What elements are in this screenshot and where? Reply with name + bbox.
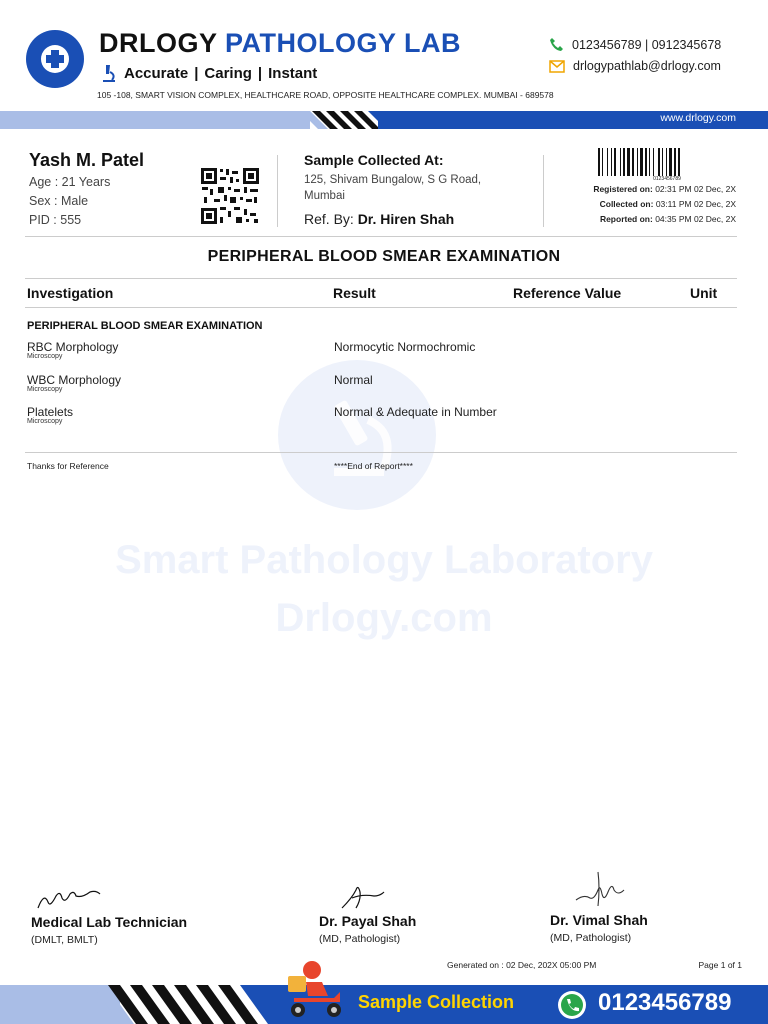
thanks-note: Thanks for Reference	[27, 461, 109, 471]
email-address: drlogypathlab@drlogy.com	[573, 59, 721, 73]
lab-name	[99, 28, 461, 59]
separator-top	[25, 236, 737, 237]
test-name: RBC Morphology	[27, 340, 119, 354]
referred-by	[304, 211, 454, 227]
lab-name-part2: PATHOLOGY LAB	[225, 28, 462, 58]
patient-age: Age : 21 Years	[29, 175, 111, 189]
header-band-left	[0, 111, 310, 129]
collected-value: 03:11 PM 02 Dec, 2X	[655, 199, 736, 209]
reported-label: Reported on:	[599, 214, 653, 224]
generated-on: Generated on : 02 Dec, 202X 05:00 PM	[447, 960, 597, 970]
test-result: Normal	[334, 373, 373, 387]
test-name: WBC Morphology	[27, 373, 122, 387]
test-result: Normal & Adequate in Number	[334, 405, 497, 419]
col-unit: Unit	[690, 285, 718, 301]
registered-on	[593, 184, 736, 194]
patient-sex: Sex : Male	[29, 194, 89, 208]
lab-name-part1: DRLOGY	[99, 28, 218, 58]
microscope-icon	[100, 63, 118, 83]
sample-collected-address: 125, Shivam Bungalow, S G Road, Mumbai	[304, 174, 482, 202]
footer-phone[interactable]: 0123456789	[598, 989, 732, 1016]
tagline-sep-1: |	[194, 64, 199, 82]
delivery-rider-icon	[280, 958, 350, 1022]
separator-title	[25, 278, 737, 279]
registered-value: 02:31 PM 02 Dec, 2X	[655, 184, 736, 194]
whatsapp-icon	[556, 989, 588, 1021]
sample-collected-title: Sample Collected At:	[304, 152, 444, 168]
reported-on	[600, 214, 736, 224]
reported-value: 04:35 PM 02 Dec, 2X	[655, 214, 736, 224]
tagline-accurate: Accurate	[124, 64, 189, 82]
referred-by-label: Ref. By:	[304, 211, 354, 227]
lab-logo	[26, 30, 84, 88]
signature-sub-2: (MD, Pathologist)	[319, 933, 401, 945]
phone-numbers: 0123456789 | 0912345678	[572, 37, 722, 52]
email-contact[interactable]	[549, 59, 721, 73]
lab-address: 105 -108, SMART VISION COMPLEX, HEALTHCARE ROAD, OPPOSITE HEALTHCARE COMPLEX. MUMBAI - 689578	[97, 90, 554, 100]
barcode	[598, 148, 736, 178]
signature-sub-1: (DMLT, BMLT)	[31, 934, 98, 946]
watermark-text-2: Drlogy.com	[275, 596, 493, 640]
collected-on	[600, 199, 736, 209]
test-method: Microscopy	[27, 418, 63, 425]
patient-name: Yash M. Patel	[29, 150, 145, 170]
test-name: Platelets	[27, 405, 74, 419]
section-heading: PERIPHERAL BLOOD SMEAR EXAMINATION	[27, 320, 263, 332]
separator-header	[25, 307, 737, 308]
page-number: Page 1 of 1	[698, 960, 742, 970]
col-reference: Reference Value	[513, 285, 622, 301]
test-result: Normocytic Normochromic	[334, 340, 476, 354]
referred-by-doctor: Dr. Hiren Shah	[357, 211, 455, 227]
phone-contact	[549, 37, 721, 52]
col-result: Result	[333, 285, 376, 301]
barcode-number: 0123456789	[653, 176, 681, 182]
phone-icon	[549, 37, 564, 52]
sample-collection-label: Sample Collection	[358, 992, 515, 1012]
divider-2	[543, 155, 544, 227]
divider-1	[277, 155, 278, 227]
signature-technician	[36, 890, 102, 912]
collected-label: Collected on:	[599, 199, 654, 209]
separator-end	[25, 452, 737, 453]
header-stripes	[300, 111, 390, 129]
tagline-caring: Caring	[204, 64, 252, 82]
website-link[interactable]: www.drlogy.com	[660, 112, 736, 124]
signature-sub-3: (MD, Pathologist)	[550, 932, 632, 944]
test-method: Microscopy	[27, 386, 63, 393]
end-of-report: ****End of Report****	[334, 461, 413, 471]
signature-payal	[338, 882, 388, 912]
tagline	[100, 63, 317, 83]
tagline-sep-2: |	[257, 64, 263, 82]
mail-icon	[549, 60, 565, 73]
signature-title-3: Dr. Vimal Shah	[550, 912, 648, 928]
qr-code	[200, 167, 260, 225]
col-investigation: Investigation	[27, 285, 114, 301]
registered-label: Registered on:	[593, 184, 653, 194]
test-method: Microscopy	[27, 353, 63, 360]
tagline-instant: Instant	[268, 64, 318, 82]
watermark-text-1: Smart Pathology Laboratory	[115, 538, 653, 582]
report-title: PERIPHERAL BLOOD SMEAR EXAMINATION	[207, 248, 561, 265]
signature-title-2: Dr. Payal Shah	[319, 913, 417, 929]
patient-pid: PID : 555	[29, 213, 82, 227]
signature-title-1: Medical Lab Technician	[31, 914, 188, 930]
signature-vimal	[572, 870, 630, 910]
